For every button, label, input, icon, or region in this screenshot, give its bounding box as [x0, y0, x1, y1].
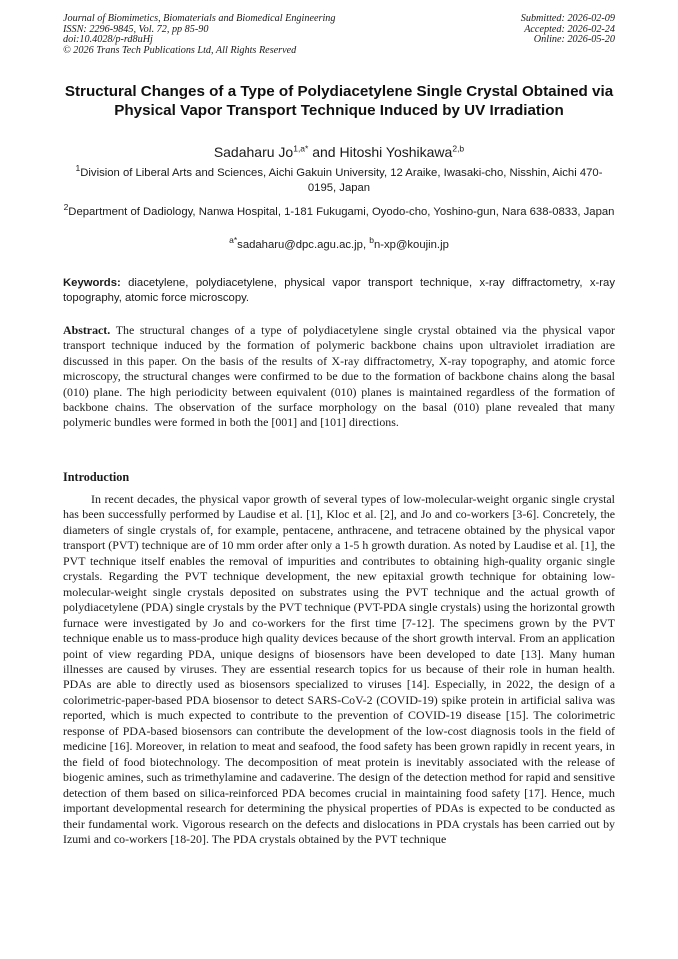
author-1: Sadaharu Jo — [213, 144, 294, 160]
journal-name: Journal of Biomimetics, Biomaterials and Biomedical Engineering — [63, 13, 336, 24]
author-connector: and — [308, 144, 340, 160]
keywords-text: diacetylene, polydiacetylene, physical vapor transport technique, x-ray diffractometry, x-ray topography, atomic force microscopy. — [63, 277, 615, 304]
paper-title: Structural Changes of a Type of Polydiacetylene Single Crystal Obtained via Physical Vapor Transport Technique Induced by UV Irradiation — [64, 83, 614, 119]
author-line — [63, 143, 615, 161]
affiliation-2-text: Department of Dadiology, Nanwa Hospital, 1-181 Fukugami, Oyodo-cho, Yoshino-gun, Nara 638-0833, Japan — [68, 206, 615, 218]
dates-header — [415, 14, 615, 46]
affiliation-1-text: Division of Liberal Arts and Sciences, Aichi Gakuin University, 12 Araike, Iwasaki-cho, Nisshin, Aichi 470-0195, Japan — [80, 167, 603, 195]
email-a-mark: a* — [229, 235, 238, 246]
keywords-label: Keywords: — [63, 277, 121, 289]
email-b-mark: b — [369, 235, 374, 246]
email-b[interactable]: n-xp@koujin.jp — [373, 239, 449, 251]
affiliation-2-mark: 2 — [63, 202, 69, 213]
online-date: Online: 2026-05-20 — [533, 34, 615, 46]
author-2-affiliation-mark: 2,b — [452, 143, 465, 154]
email-line — [63, 235, 615, 253]
abstract-label: Abstract. — [63, 323, 111, 337]
abstract-section — [63, 323, 615, 431]
author-2: Hitoshi Yoshikawa — [339, 144, 453, 160]
keywords-section — [63, 276, 615, 306]
accepted-date: Accepted: 2026-02-24 — [524, 23, 615, 35]
introduction-paragraph: In recent decades, the physical vapor growth of several types of low-molecular-weight organic single crystal has been successfully performed by Laudise et al. [1], Kloc et al. [2], and Jo and co-workers [3-6]. Concretely, the diameters of single crystals of, for example, pentacene, anthracene, and tetracene obtained by the physical vapor transport (PVT) technique are of 10 mm order after only a 1-5 h growth duration. As noted by Laudise et al. [1], the PVT technique itself enables the removal of impurities and contributes to obtaining high-quality organic single crystals. Regarding the PVT technique development, the new epitaxial growth technique for obtaining low-molecular-weight single crystals deposited on substrates using the PVT technique and the actual growth of polydiacetylene (PDA) single crystals by the PVT technique (PVT-PDA single crystals) using the horizontal growth furnace were investigated by Jo and co-workers for the first time [7-12]. The specimens grown by the PVT technique enable us to mass-produce high quality devices because of the short growth interval. From an application point of view regarding PDA, unique designs of biosensors have been developed to date [13]. Many human illnesses are caused by viruses. They are essential research topics for us because of their role in human health. PDAs are able to directly used as biosensors specialized to viruses [14]. Especially, in 2022, the design of a colorimetric-paper-based PDA biosensor to detect SARS-CoV-2 (COVID-19) spike protein in artificial saliva was reported, which is much expected to contribute to the prevention of COVID-19 disease [15]. The colorimetric response of PDA-based biosensors can contribute the development of the low-cost diagnosis tools in the field of medicine [16]. Moreover, in relation to meat and seafood, the food safety has been grown rapidly in recent years, in the field of food biotechnology. The decomposition of meat protein is inevitably associated with the release of biogenic amines, such as trimethylamine and cadaverine. The design of the detection method for rapid and sensitive detection of them based on silica-reinforced PDA becomes crucial in maintaining food safety [17]. Hence, much important developmental research for determining the physical properties of PDAs is expected to be conducted as their fundamental work. Vigorous research on the defects and dislocations in PDA crystals has been carried out by Izumi and co-workers [18-20]. The PDA crystals obtained by the PVT technique — [63, 492, 615, 846]
affiliation-1-mark: 1 — [75, 163, 81, 174]
author-1-affiliation-mark: 1,a* — [293, 143, 309, 154]
abstract-text: The structural changes of a type of polydiacetylene single crystal obtained via the physical vapor transport technique induced by the formation of polymeric backbone chains upon ultraviolet irradiation are discussed in this paper. On the basis of the results of X-ray diffractometry, X-ray topography, and atomic force microscopy, the structural changes were confirmed to be due to the formation of backbone chains along the basal (010) plane. The high periodicity between equivalent (010) planes is maintained regardless of the formation of backbone chains. The observation of the surface morphology on the basal (010) plane revealed that many polymeric bundles were formed in both the [001] and [101] directions. — [63, 323, 615, 430]
journal-copyright: © 2026 Trans Tech Publications Ltd, All Rights Reserved — [63, 44, 297, 56]
submitted-date: Submitted: 2026-02-09 — [520, 13, 615, 24]
introduction-heading: Introduction — [63, 470, 130, 484]
journal-doi[interactable]: doi:10.4028/p-rd8uHj — [63, 34, 153, 46]
email-a[interactable]: sadaharu@dpc.agu.ac.jp, — [237, 239, 370, 251]
journal-header — [63, 14, 393, 56]
affiliation-1 — [63, 163, 615, 196]
journal-issn: ISSN: 2296-9845, Vol. 72, pp 85-90 — [63, 23, 209, 35]
affiliation-2 — [63, 202, 615, 220]
